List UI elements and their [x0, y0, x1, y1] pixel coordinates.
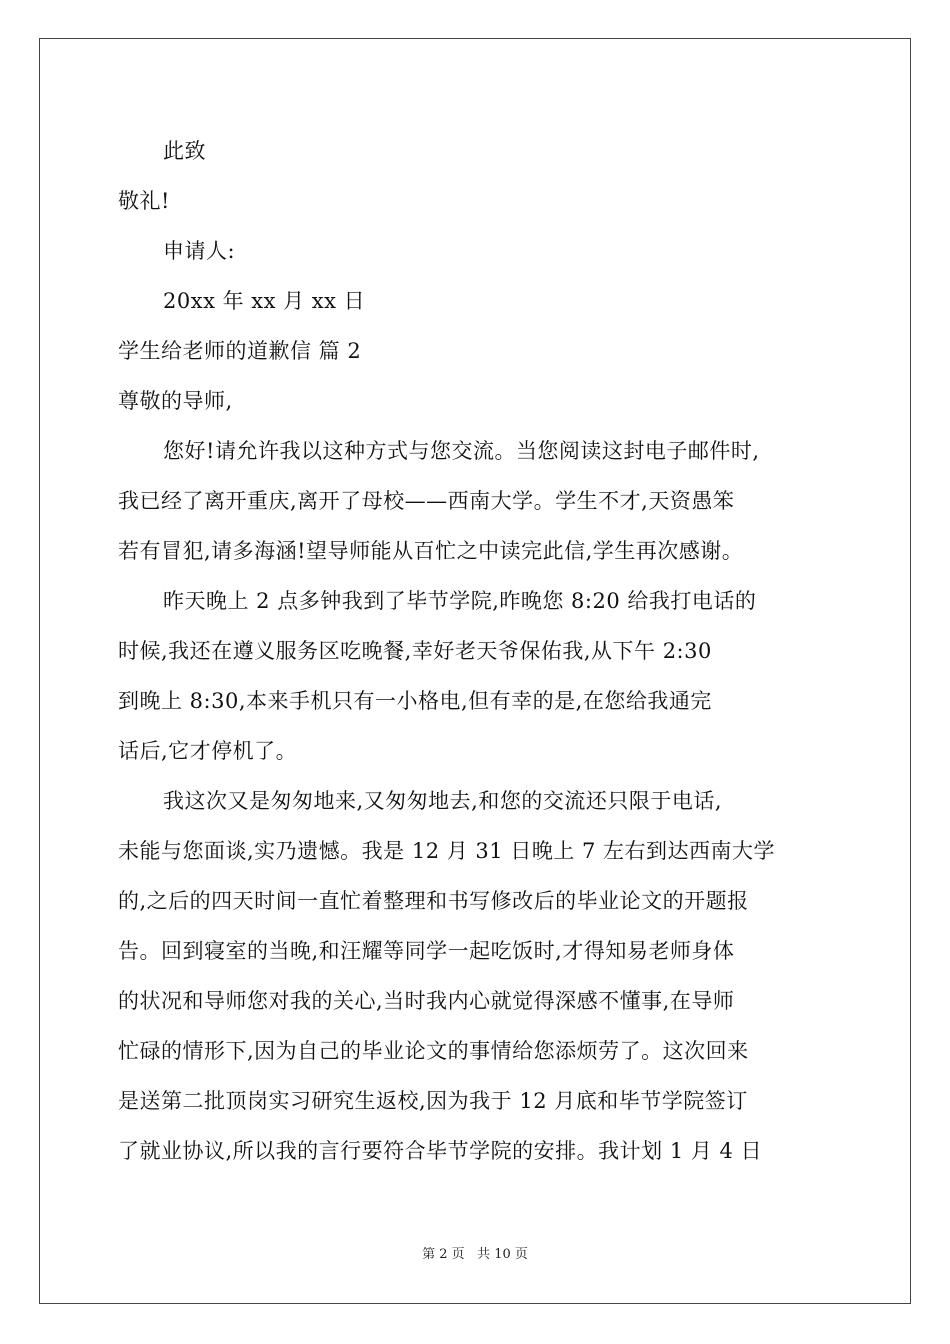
applicant-label: 申请人:: [163, 239, 236, 263]
greeting: 尊敬的导师,: [118, 389, 233, 413]
paragraph-line: 若有冒犯,请多海涵!望导师能从百忙之中读完此信,学生再次感谢。: [118, 539, 744, 563]
closing-respect: 敬礼!: [118, 189, 170, 213]
paragraph-line: 的,之后的四天时间一直忙着整理和书写修改后的毕业论文的开题报: [118, 889, 749, 913]
paragraph-line: 时候,我还在遵义服务区吃晚餐,幸好老天爷保佑我,从下午 2:30: [118, 639, 712, 663]
paragraph-line: 到晚上 8:30,本来手机只有一小格电,但有幸的是,在您给我通完: [118, 689, 712, 713]
paragraph-line: 昨天晚上 2 点多钟我到了毕节学院,昨晚您 8:20 给我打电话的: [163, 589, 757, 613]
paragraph-line: 您好!请允许我以这种方式与您交流。当您阅读这封电子邮件时,: [163, 439, 760, 463]
date-line: 20xx 年 xx 月 xx 日: [163, 289, 366, 313]
paragraph-line: 话后,它才停机了。: [118, 739, 298, 763]
paragraph-line: 未能与您面谈,实乃遗憾。我是 12 月 31 日晚上 7 左右到达西南大学: [118, 839, 776, 863]
paragraph-line: 是送第二批顶岗实习研究生返校,因为我于 12 月底和毕节学院签订: [118, 1089, 748, 1113]
paragraph-line: 我已经了离开重庆,离开了母校——西南大学。学生不才,天资愚笨: [118, 489, 735, 513]
paragraph-line: 了就业协议,所以我的言行要符合毕节学院的安排。我计划 1 月 4 日: [118, 1139, 763, 1163]
paragraph-line: 告。回到寝室的当晚,和汪耀等同学一起吃饭时,才得知易老师身体: [118, 939, 735, 963]
paragraph-line: 我这次又是匆匆地来,又匆匆地去,和您的交流还只限于电话,: [163, 789, 723, 813]
paragraph-line: 忙碌的情形下,因为自己的毕业论文的事情给您添烦劳了。这次回来: [118, 1039, 749, 1063]
paragraph-line: 的状况和导师您对我的关心,当时我内心就觉得深感不懂事,在导师: [118, 989, 735, 1013]
closing-salutation: 此致: [163, 139, 206, 163]
page-number: 第 2 页 共 10 页: [422, 1247, 528, 1262]
section-heading: 学生给老师的道歉信 篇 2: [118, 339, 362, 363]
page-footer: [0, 1245, 950, 1265]
